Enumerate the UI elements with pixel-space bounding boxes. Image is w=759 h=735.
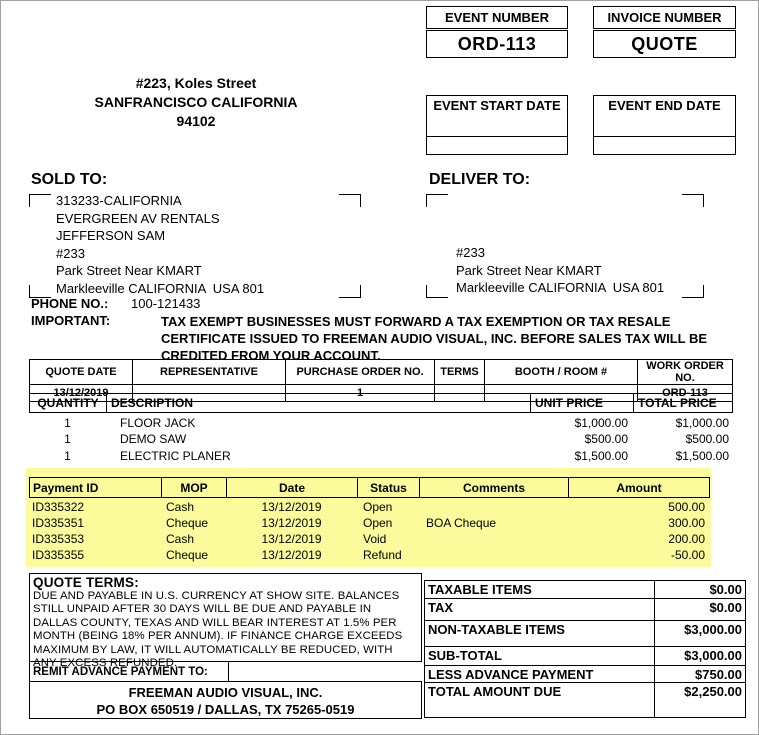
- item-unit-price: $500.00: [584, 432, 628, 446]
- totals-label: TOTAL AMOUNT DUE: [425, 683, 655, 717]
- payment-id: ID335322: [32, 500, 85, 514]
- payment-amount: 300.00: [668, 516, 705, 530]
- items-header-table: [29, 393, 733, 413]
- payments-header-cell: MOP: [162, 478, 227, 498]
- totals-table: [424, 580, 746, 718]
- payment-comments: BOA Cheque: [426, 516, 497, 530]
- sold-to-bracket-top-left: [29, 194, 51, 207]
- payments-header-cell: Payment ID: [30, 478, 162, 498]
- items-header-cell: DESCRIPTION: [107, 394, 531, 413]
- totals-row: [424, 665, 746, 683]
- event-end-date-label-box: [593, 95, 736, 137]
- payment-amount: 200.00: [668, 532, 705, 546]
- quote-terms-text: DUE AND PAYABLE IN U.S. CURRENCY AT SHOW SITE. BALANCES STILL UNPAID AFTER 30 DAYS WILL BE DUE AND PAYABLE IN DALLAS COUNTY, TEXAS AND WILL BEAR INTEREST AT 1.5% PER MONTH (BEING 18% PER ANNUM). IF FINANCE CHARGE EXCEEDS MAXIMUM BY LAW, IT WILL AUTOMATICALLY BE REDUCED, WITH ANY EXCESS REFUNDED.: [33, 590, 403, 670]
- payment-status: Refund: [363, 548, 402, 562]
- order-header-cell: WORK ORDER NO.: [638, 360, 733, 385]
- event-end-date-value-box: [593, 136, 736, 155]
- deliver-to-line: #233: [456, 245, 485, 260]
- order-header-cell: TERMS: [435, 360, 485, 385]
- deliver-to-bracket-top-right: [682, 194, 704, 207]
- payment-status: Open: [363, 500, 393, 514]
- item-row: [29, 415, 732, 432]
- remit-label-box: [29, 661, 229, 682]
- item-total-price: $1,500.00: [675, 449, 729, 463]
- payment-comments: [419, 547, 568, 563]
- quote-date-value: 13/12/2019: [30, 385, 133, 402]
- event-number-label-box: [426, 6, 568, 29]
- payment-status: Open: [363, 516, 393, 530]
- item-description: DEMO SAW: [120, 432, 187, 446]
- payment-date: 13/12/2019: [261, 500, 322, 514]
- payment-status: Void: [363, 532, 387, 546]
- sold-to-line: EVERGREEN AV RENTALS: [56, 210, 220, 226]
- quote-terms-box: [29, 573, 422, 670]
- company-address-line2: SANFRANCISCO CALIFORNIA: [94, 94, 298, 110]
- invoice-number-label: INVOICE NUMBER: [607, 10, 722, 25]
- deliver-to-bracket-top-left: [426, 194, 448, 207]
- sold-to-bracket-bottom-right: [339, 285, 361, 298]
- deliver-to-line: Markleeville CALIFORNIA USA 801: [456, 280, 665, 295]
- sold-to-line: 313233-CALIFORNIA: [56, 193, 182, 208]
- item-unit-price: $1,000.00: [574, 416, 628, 430]
- item-row: [29, 431, 732, 448]
- sold-to-address: [56, 192, 264, 297]
- deliver-to-line: Park Street Near KMART: [456, 262, 602, 278]
- payments-header-row: [30, 478, 710, 498]
- totals-row: [424, 682, 746, 718]
- company-address-line3: 94102: [176, 113, 216, 129]
- event-number-label: EVENT NUMBER: [444, 10, 549, 25]
- payment-mop: Cheque: [166, 548, 209, 562]
- remit-company-name: FREEMAN AUDIO VISUAL, INC.: [128, 685, 323, 700]
- payment-date: 13/12/2019: [261, 532, 322, 546]
- event-start-date-label: EVENT START DATE: [433, 98, 561, 113]
- payment-amount: 500.00: [668, 500, 705, 514]
- totals-value: $0.00: [709, 600, 742, 615]
- company-address-line1: #223, Koles Street: [135, 75, 257, 91]
- payment-comments: [419, 531, 568, 547]
- item-qty: 1: [64, 449, 71, 463]
- important-text: TAX EXEMPT BUSINESSES MUST FORWARD A TAX EXEMPTION OR TAX RESALE CERTIFICATE ISSUED TO FREEMAN AUDIO VISUAL, INC. BEFORE SALES TAX WILL BE CREDITED FROM YOUR ACCOUNT.: [161, 314, 708, 364]
- payments-header-cell: Amount: [569, 478, 710, 498]
- payments-header-cell: Status: [358, 478, 420, 498]
- event-start-date-value-box: [426, 136, 568, 155]
- payment-id: ID335353: [32, 532, 85, 546]
- payment-comments: [419, 499, 568, 515]
- item-total-price: $1,000.00: [675, 416, 729, 430]
- item-qty: 1: [64, 416, 71, 430]
- payments-header-cell: Date: [227, 478, 358, 498]
- totals-label: TAX: [425, 599, 655, 620]
- sold-to-bracket-top-right: [339, 194, 361, 207]
- payment-mop: Cheque: [166, 516, 209, 530]
- payment-date: 13/12/2019: [261, 516, 322, 530]
- purchase-order-no-value: 1: [286, 385, 435, 402]
- totals-row: [424, 620, 746, 647]
- items-header-cell: QUANTITY: [30, 394, 107, 413]
- totals-value: $3,000.00: [684, 648, 742, 663]
- deliver-to-bracket-bottom-left: [426, 285, 448, 298]
- phone-value: 100-121433: [131, 296, 201, 311]
- totals-row: [424, 598, 746, 621]
- event-start-date-label-box: [426, 95, 568, 137]
- payments-header-cell: Comments: [420, 478, 569, 498]
- deliver-to-address: [456, 244, 664, 297]
- remit-company-address: PO BOX 650519 / DALLAS, TX 75265-0519: [96, 702, 355, 717]
- sold-to-line: JEFFERSON SAM: [56, 228, 166, 243]
- payment-date: 13/12/2019: [261, 548, 322, 562]
- order-header-cell: REPRESENTATIVE: [133, 360, 286, 385]
- items-header-row: [30, 394, 733, 413]
- order-header-cell: BOOTH / ROOM #: [485, 360, 638, 385]
- remit-label: REMIT ADVANCE PAYMENT TO:: [33, 665, 208, 678]
- totals-row: [424, 646, 746, 666]
- sold-to-line: Park Street Near KMART: [56, 263, 202, 278]
- sold-to-line: Markleeville CALIFORNIA USA 801: [56, 280, 265, 296]
- totals-label: SUB-TOTAL: [425, 647, 655, 665]
- order-header-cell: PURCHASE ORDER NO.: [286, 360, 435, 385]
- sold-to-heading: SOLD TO:: [31, 171, 108, 188]
- invoice-number-value-box: [593, 30, 736, 58]
- payment-id: ID335355: [32, 548, 85, 562]
- event-end-date-label: EVENT END DATE: [608, 98, 721, 113]
- totals-value: $0.00: [709, 582, 742, 597]
- order-info-header-row: [30, 360, 733, 385]
- payment-row: [29, 499, 710, 515]
- company-address: [31, 74, 361, 131]
- totals-label: LESS ADVANCE PAYMENT: [425, 666, 655, 682]
- event-number-value-box: [426, 30, 568, 58]
- totals-label: TAXABLE ITEMS: [425, 581, 655, 598]
- payment-id: ID335351: [32, 516, 85, 530]
- event-number-value: ORD-113: [457, 33, 537, 54]
- payment-amount: -50.00: [670, 548, 705, 562]
- totals-label: NON-TAXABLE ITEMS: [425, 621, 655, 646]
- totals-value: $2,250.00: [684, 684, 742, 699]
- totals-row: [424, 580, 746, 599]
- items-header-cell: UNIT PRICE: [531, 394, 634, 413]
- remit-address-box: [29, 681, 422, 719]
- invoice-number-label-box: [593, 6, 736, 29]
- sold-to-line: #233: [56, 245, 85, 261]
- work-order-no-value: ORD-113: [638, 385, 733, 402]
- item-description: FLOOR JACK: [120, 416, 196, 430]
- payment-mop: Cash: [166, 532, 195, 546]
- payment-mop: Cash: [166, 500, 195, 514]
- deliver-to-bracket-bottom-right: [682, 285, 704, 298]
- items-header-cell: TOTAL PRICE: [634, 394, 733, 413]
- deliver-to-heading: DELIVER TO:: [429, 171, 531, 188]
- invoice-number-value: QUOTE: [631, 33, 698, 54]
- payment-row: [29, 547, 710, 563]
- quote-terms-heading: QUOTE TERMS:: [33, 575, 139, 590]
- phone-label: PHONE NO.:: [31, 296, 109, 311]
- item-total-price: $500.00: [685, 432, 729, 446]
- payment-row: [29, 531, 710, 547]
- item-row: [29, 448, 732, 465]
- payments-section: [26, 468, 711, 567]
- order-header-cell: QUOTE DATE: [30, 360, 133, 385]
- important-label: IMPORTANT:: [31, 313, 111, 328]
- totals-value: $3,000.00: [684, 622, 742, 637]
- payment-row: [29, 515, 710, 531]
- item-qty: 1: [64, 432, 71, 446]
- payments-header-table: [29, 477, 710, 498]
- totals-value: $750.00: [695, 667, 742, 682]
- item-description: ELECTRIC PLANER: [120, 449, 231, 463]
- item-unit-price: $1,500.00: [574, 449, 628, 463]
